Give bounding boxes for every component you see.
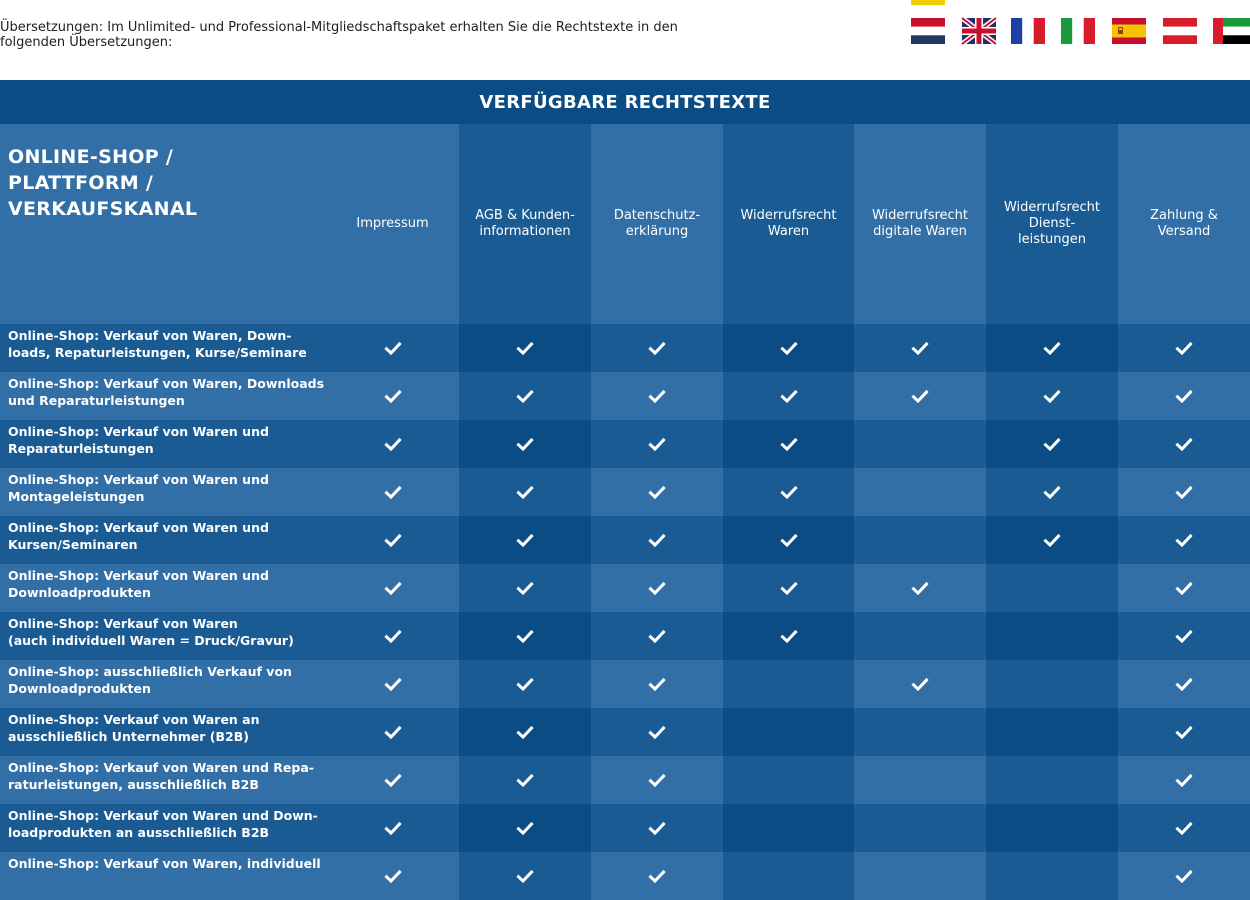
row-label: Online-Shop: Verkauf von Waren und Kursen/Seminaren	[0, 516, 326, 564]
check-icon	[854, 372, 986, 420]
check-icon	[723, 564, 854, 612]
flag-austria-icon[interactable]	[1163, 18, 1197, 44]
check-icon	[986, 516, 1118, 564]
flag-uae-icon[interactable]	[1213, 18, 1250, 44]
empty-cell	[723, 852, 854, 900]
check-icon	[459, 372, 591, 420]
check-icon	[591, 804, 723, 852]
check-icon	[459, 756, 591, 804]
empty-cell	[854, 756, 986, 804]
check-icon	[459, 804, 591, 852]
check-icon	[326, 660, 459, 708]
empty-cell	[854, 420, 986, 468]
flag-spain-icon[interactable]	[1112, 18, 1146, 44]
check-icon	[591, 660, 723, 708]
row-label: Online-Shop: Verkauf von Waren, Down- loads, Repaturleistungen, Kurse/Seminare	[0, 324, 326, 372]
check-icon	[326, 420, 459, 468]
check-icon	[459, 420, 591, 468]
row-label: Online-Shop: Verkauf von Waren, Downloads und Reparaturleistungen	[0, 372, 326, 420]
header-platform: ONLINE-SHOP / PLATTFORM / VERKAUFSKANAL	[0, 124, 326, 324]
check-icon	[1118, 756, 1250, 804]
column-header: Widerrufsrecht Waren	[723, 124, 854, 324]
check-icon	[326, 612, 459, 660]
empty-cell	[986, 708, 1118, 756]
row-label: Online-Shop: Verkauf von Waren und Repa- raturleistungen, ausschließlich B2B	[0, 756, 326, 804]
check-icon	[326, 804, 459, 852]
check-icon	[591, 324, 723, 372]
check-icon	[591, 612, 723, 660]
flag-uk-icon[interactable]	[962, 18, 996, 44]
check-icon	[326, 852, 459, 900]
check-icon	[723, 468, 854, 516]
check-icon	[459, 564, 591, 612]
check-icon	[459, 852, 591, 900]
check-icon	[1118, 804, 1250, 852]
check-icon	[854, 324, 986, 372]
check-icon	[591, 420, 723, 468]
empty-cell	[854, 708, 986, 756]
check-icon	[854, 660, 986, 708]
empty-cell	[723, 660, 854, 708]
check-icon	[723, 372, 854, 420]
row-label: Online-Shop: Verkauf von Waren und Downloadprodukten	[0, 564, 326, 612]
check-icon	[1118, 516, 1250, 564]
column-header: Zahlung & Versand	[1118, 124, 1250, 324]
check-icon	[723, 612, 854, 660]
check-icon	[723, 516, 854, 564]
column-header: AGB & Kunden- informationen	[459, 124, 591, 324]
check-icon	[459, 612, 591, 660]
empty-cell	[854, 852, 986, 900]
flag-italy-icon[interactable]	[1061, 18, 1095, 44]
empty-cell	[854, 804, 986, 852]
translations-intro: Übersetzungen: Im Unlimited- und Professional-Mitgliedschaftspaket erhalten Sie die Rechtstexte in den folgenden Übersetzungen:	[0, 20, 678, 50]
check-icon	[986, 468, 1118, 516]
column-header: Widerrufsrecht digitale Waren	[854, 124, 986, 324]
check-icon	[986, 372, 1118, 420]
row-label: Online-Shop: ausschließlich Verkauf von Downloadprodukten	[0, 660, 326, 708]
check-icon	[459, 324, 591, 372]
empty-cell	[854, 468, 986, 516]
check-icon	[723, 324, 854, 372]
column-header: Impressum	[326, 124, 459, 324]
check-icon	[326, 756, 459, 804]
check-icon	[1118, 708, 1250, 756]
translation-flags	[0, 18, 1250, 44]
column-header: Widerrufsrecht Dienst- leistungen	[986, 124, 1118, 324]
check-icon	[723, 420, 854, 468]
check-icon	[1118, 612, 1250, 660]
empty-cell	[854, 612, 986, 660]
row-label: Online-Shop: Verkauf von Waren und Montageleistungen	[0, 468, 326, 516]
legal-texts-table	[0, 80, 1250, 871]
check-icon	[459, 468, 591, 516]
empty-cell	[986, 852, 1118, 900]
check-icon	[1118, 852, 1250, 900]
row-label: Online-Shop: Verkauf von Waren (auch individuell Waren = Druck/Gravur)	[0, 612, 326, 660]
check-icon	[326, 468, 459, 516]
check-icon	[326, 372, 459, 420]
column-header: Datenschutz- erklärung	[591, 124, 723, 324]
row-label: Online-Shop: Verkauf von Waren und Reparaturleistungen	[0, 420, 326, 468]
empty-cell	[723, 708, 854, 756]
empty-cell	[723, 804, 854, 852]
check-icon	[986, 420, 1118, 468]
check-icon	[1118, 660, 1250, 708]
empty-cell	[986, 756, 1118, 804]
empty-cell	[854, 516, 986, 564]
flag-netherlands-icon[interactable]	[911, 18, 945, 44]
row-label: Online-Shop: Verkauf von Waren an ausschließlich Unternehmer (B2B)	[0, 708, 326, 756]
check-icon	[591, 708, 723, 756]
empty-cell	[986, 612, 1118, 660]
check-icon	[986, 324, 1118, 372]
check-icon	[326, 516, 459, 564]
check-icon	[326, 324, 459, 372]
yellow-accent-tab	[911, 0, 945, 5]
check-icon	[591, 372, 723, 420]
empty-cell	[986, 804, 1118, 852]
table-title: VERFÜGBARE RECHTSTEXTE	[0, 80, 1250, 124]
empty-cell	[723, 756, 854, 804]
check-icon	[854, 564, 986, 612]
check-icon	[459, 516, 591, 564]
empty-cell	[986, 564, 1118, 612]
check-icon	[459, 708, 591, 756]
check-icon	[1118, 324, 1250, 372]
check-icon	[1118, 564, 1250, 612]
check-icon	[459, 660, 591, 708]
empty-cell	[986, 660, 1118, 708]
check-icon	[591, 468, 723, 516]
row-label: Online-Shop: Verkauf von Waren und Down- loadprodukten an ausschließlich B2B	[0, 804, 326, 852]
flag-france-icon[interactable]	[1011, 18, 1045, 44]
check-icon	[1118, 468, 1250, 516]
check-icon	[591, 852, 723, 900]
check-icon	[326, 564, 459, 612]
check-icon	[1118, 372, 1250, 420]
check-icon	[591, 756, 723, 804]
check-icon	[1118, 420, 1250, 468]
check-icon	[591, 516, 723, 564]
check-icon	[326, 708, 459, 756]
check-icon	[591, 564, 723, 612]
row-label: Online-Shop: Verkauf von Waren, individuell	[0, 852, 326, 900]
